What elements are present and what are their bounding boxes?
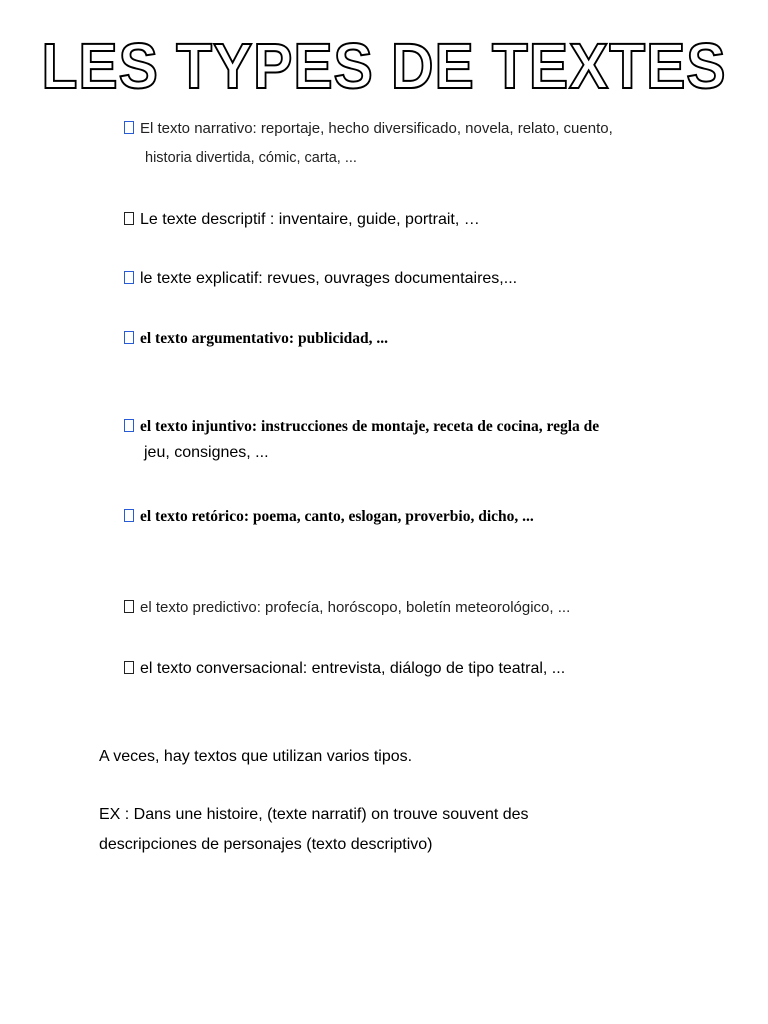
bullet-box-icon bbox=[124, 509, 134, 522]
bullet-box-icon bbox=[124, 121, 134, 134]
list-item-text: el texto predictivo: profecía, horóscopo, boletín meteorológico, ... bbox=[140, 599, 571, 616]
bullet-box-icon bbox=[124, 600, 134, 613]
list-item-explanatory bbox=[124, 270, 684, 288]
list-item-text: El texto narrativo: reportaje, hecho diversificado, novela, relato, cuento, bbox=[140, 120, 613, 137]
paragraph-note: A veces, hay textos que utilizan varios tipos. bbox=[99, 748, 413, 765]
bullet-box-icon bbox=[124, 212, 134, 225]
list-item-continuation: historia divertida, cómic, carta, ... bbox=[145, 150, 357, 166]
list-item-text: el texto retórico: poema, canto, eslogan, proverbio, dicho, ... bbox=[140, 508, 534, 525]
bullet-box-icon bbox=[124, 331, 134, 344]
list-item-text: el texto argumentativo: publicidad, ... bbox=[140, 330, 388, 347]
list-item-conversational bbox=[124, 660, 684, 678]
list-item-continuation: jeu, consignes, ... bbox=[144, 444, 269, 461]
paragraph-example bbox=[99, 800, 659, 860]
list-item-text: el texto conversacional: entrevista, diálogo de tipo teatral, ... bbox=[140, 660, 566, 677]
list-item-argumentative bbox=[124, 330, 684, 348]
list-item-predictive bbox=[124, 599, 684, 616]
list-item-text: Le texte descriptif : inventaire, guide, portrait, … bbox=[140, 211, 480, 228]
bullet-box-icon bbox=[124, 271, 134, 284]
list-item-text: le texte explicatif: revues, ouvrages documentaires,... bbox=[140, 270, 518, 287]
list-item-descriptive bbox=[124, 211, 684, 229]
list-item-rhetorical bbox=[124, 508, 684, 526]
list-item-injunctive bbox=[124, 418, 684, 462]
list-item-text: el texto injuntivo: instrucciones de montaje, receta de cocina, regla de bbox=[140, 418, 600, 435]
paragraph-line: EX : Dans une histoire, (texte narratif) on trouve souvent des bbox=[99, 806, 529, 823]
list-item-narrative bbox=[124, 119, 684, 168]
bullet-box-icon bbox=[124, 661, 134, 674]
bullet-box-icon bbox=[124, 419, 134, 432]
paragraph-line: descripciones de personajes (texto descriptivo) bbox=[99, 836, 433, 853]
document-title: LES TYPES DE TEXTES bbox=[41, 30, 727, 102]
